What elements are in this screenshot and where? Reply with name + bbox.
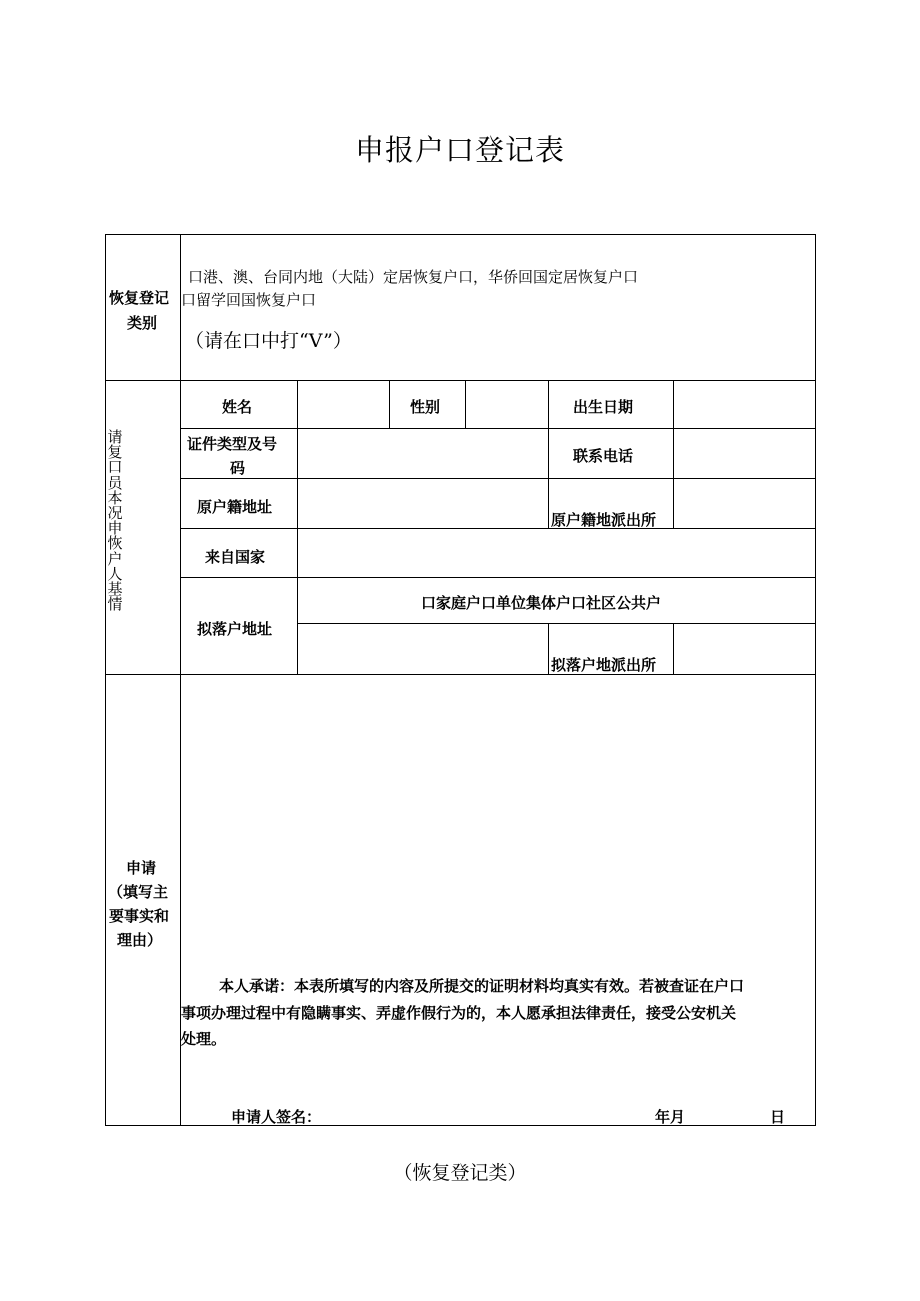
gender-label: 性别 <box>410 398 441 416</box>
col-line <box>548 380 549 529</box>
settle-type-options[interactable]: 口家庭户口单位集体户口社区公共户 <box>421 594 662 612</box>
origin-address-input[interactable] <box>298 479 548 528</box>
category-hint: （请在口中打“V”） <box>185 330 352 352</box>
signature-label: 申请人签名： <box>231 1108 322 1126</box>
form-footer: （恢复登记类） <box>393 1162 527 1184</box>
applicant-section-label: 请复口员本况申恢户人基情 <box>107 428 123 614</box>
name-input[interactable] <box>298 381 389 428</box>
table-border-right <box>815 234 816 1126</box>
pledge-line3: 处理。 <box>181 1030 227 1048</box>
category-label-line2: 类别 <box>127 314 158 332</box>
from-country-input[interactable] <box>298 529 815 577</box>
from-country-label: 来自国家 <box>205 548 266 566</box>
page-title: 申报户口登记表 <box>354 133 565 167</box>
application-label-line2: （填写主 <box>108 883 169 901</box>
table-border-bottom <box>105 1125 816 1126</box>
origin-police-label: 原户籍地派出所 <box>551 511 657 529</box>
col-line <box>389 380 390 429</box>
id-type-label-line1: 证件类型及号 <box>187 435 278 453</box>
category-option-line2[interactable]: 口留学回国恢复户口 <box>181 291 317 309</box>
settle-address-input[interactable] <box>298 624 548 674</box>
col-line <box>548 623 549 675</box>
application-label-line1: 申请 <box>126 859 157 877</box>
gender-input[interactable] <box>466 381 548 428</box>
origin-police-input[interactable] <box>674 479 815 528</box>
pledge-line1: 本人承诺：本表所填写的内容及所提交的证明材料均真实有效。若被查证在户口 <box>219 977 745 995</box>
row-line <box>180 577 816 578</box>
table-border-left <box>105 234 106 1126</box>
table-border-top <box>105 234 816 235</box>
signature-input[interactable] <box>330 1100 640 1122</box>
signature-day: 日 <box>770 1108 786 1126</box>
section-divider-applicant <box>105 674 816 675</box>
birth-date-input[interactable] <box>674 381 815 428</box>
phone-label: 联系电话 <box>573 447 634 465</box>
origin-address-label: 原户籍地址 <box>197 498 273 516</box>
id-type-label-line2: 码 <box>230 459 246 477</box>
category-label-line1: 恢复登记 <box>109 289 170 307</box>
settle-police-label: 拟落户地派出所 <box>551 656 657 674</box>
application-reason-input[interactable] <box>182 676 814 956</box>
label-column-divider <box>180 234 181 1126</box>
application-label-line4: 理由） <box>117 931 163 949</box>
category-option-line1[interactable]: 口港、澳、台同内地（大陆）定居恢复户口，华侨回国定居恢复户口 <box>188 268 639 286</box>
id-number-input[interactable] <box>298 429 548 478</box>
signature-year-month: 年月 <box>655 1108 686 1126</box>
settle-police-input[interactable] <box>674 624 815 674</box>
settle-address-label: 拟落户地址 <box>197 620 273 638</box>
name-label: 姓名 <box>222 398 253 416</box>
application-label-line3: 要事实和 <box>109 907 170 925</box>
phone-input[interactable] <box>674 429 815 478</box>
birth-date-label: 出生日期 <box>573 398 634 416</box>
pledge-line2: 事项办理过程中有隐瞒事实、弄虚作假行为的，本人愿承担法律责任，接受公安机关 <box>181 1004 737 1022</box>
